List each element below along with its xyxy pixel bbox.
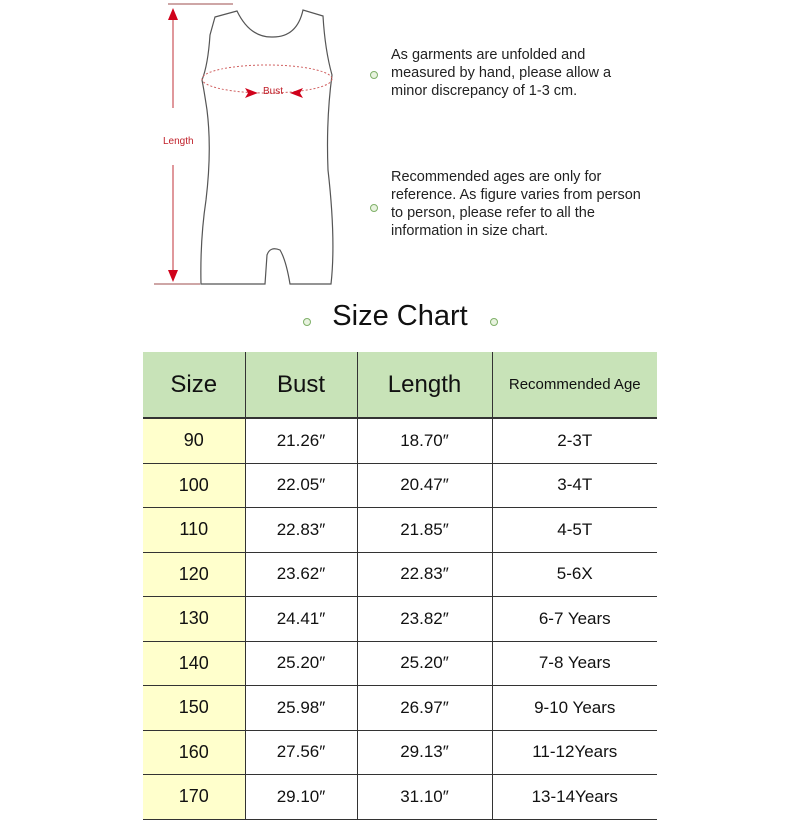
cell-length: 26.97″ (357, 686, 492, 731)
bodysuit-outline-icon (140, 0, 370, 300)
header-bust: Bust (245, 352, 357, 418)
table-row (143, 597, 657, 642)
cell-bust: 23.62″ (245, 552, 357, 597)
cell-size: 100 (143, 463, 245, 508)
cell-age: 2-3T (492, 418, 657, 463)
cell-length: 21.85″ (357, 508, 492, 553)
table-row (143, 552, 657, 597)
cell-age: 7-8 Years (492, 641, 657, 686)
cell-size: 90 (143, 418, 245, 463)
bust-label: Bust (263, 86, 284, 97)
page-title: Size Chart (332, 300, 468, 332)
cell-bust: 22.05″ (245, 463, 357, 508)
bullet-icon (370, 71, 378, 79)
cell-size: 160 (143, 730, 245, 775)
cell-size: 130 (143, 597, 245, 642)
cell-bust: 29.10″ (245, 775, 357, 820)
cell-age: 4-5T (492, 508, 657, 553)
cell-bust: 24.41″ (245, 597, 357, 642)
cell-age: 9-10 Years (492, 686, 657, 731)
cell-age: 3-4T (492, 463, 657, 508)
header-age: Recommended Age (492, 352, 657, 418)
cell-bust: 21.26″ (245, 418, 357, 463)
header-size: Size (143, 352, 245, 418)
cell-bust: 25.20″ (245, 641, 357, 686)
cell-bust: 22.83″ (245, 508, 357, 553)
header-length: Length (357, 352, 492, 418)
size-chart-table (143, 352, 657, 820)
table-row (143, 775, 657, 820)
cell-bust: 25.98″ (245, 686, 357, 731)
length-label: Length (163, 136, 194, 147)
cell-length: 25.20″ (357, 641, 492, 686)
cell-age: 6-7 Years (492, 597, 657, 642)
cell-age: 5-6X (492, 552, 657, 597)
cell-length: 23.82″ (357, 597, 492, 642)
cell-size: 110 (143, 508, 245, 553)
cell-size: 170 (143, 775, 245, 820)
cell-length: 18.70″ (357, 418, 492, 463)
table-row (143, 508, 657, 553)
table-row (143, 641, 657, 686)
cell-age: 11-12Years (492, 730, 657, 775)
age-note: Recommended ages are only for reference. As figure varies from person to person, please refer to all the information in size chart. (391, 169, 641, 239)
table-row (143, 686, 657, 731)
garment-diagram (140, 0, 370, 300)
cell-length: 29.13″ (357, 730, 492, 775)
table-header-row (143, 352, 657, 418)
bullet-icon (370, 204, 378, 212)
bullet-icon (490, 318, 498, 326)
cell-length: 31.10″ (357, 775, 492, 820)
measurement-note: As garments are unfolded and measured by hand, please allow a minor discrepancy of 1-3 cm. (391, 47, 612, 99)
table-row (143, 730, 657, 775)
table-row (143, 463, 657, 508)
cell-bust: 27.56″ (245, 730, 357, 775)
cell-age: 13-14Years (492, 775, 657, 820)
cell-size: 140 (143, 641, 245, 686)
cell-length: 22.83″ (357, 552, 492, 597)
table-row (143, 418, 657, 463)
cell-length: 20.47″ (357, 463, 492, 508)
cell-size: 120 (143, 552, 245, 597)
cell-size: 150 (143, 686, 245, 731)
